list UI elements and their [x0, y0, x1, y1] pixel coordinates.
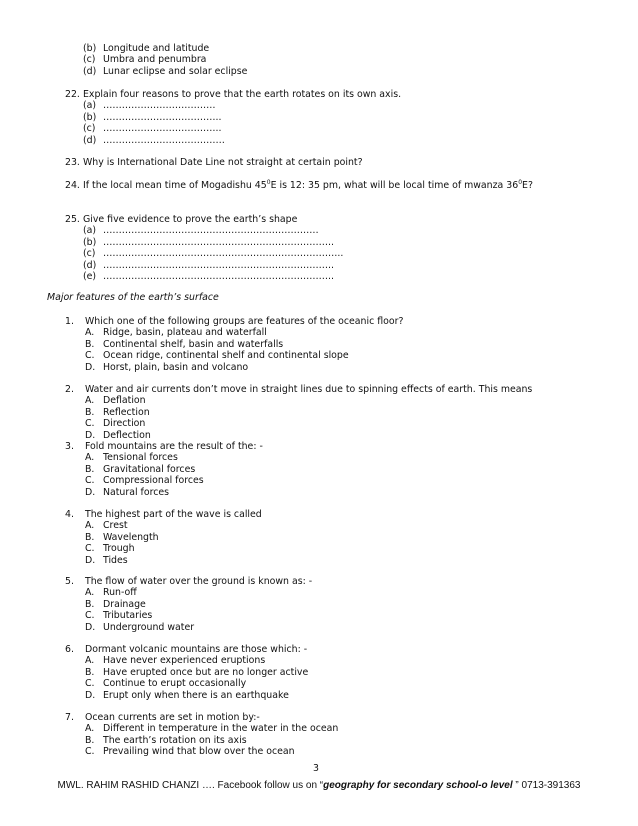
- question-number: 2.: [65, 384, 74, 395]
- option-text: Prevailing wind that blow over the ocean: [103, 746, 295, 758]
- answer-blank: …………………………………………………………………..: [103, 248, 344, 260]
- blank-label: (d): [83, 134, 97, 146]
- option-text: Deflation: [103, 395, 146, 407]
- option-label: B.: [85, 531, 95, 543]
- page-number: 3: [313, 763, 319, 774]
- blank-label: (b): [83, 111, 97, 123]
- option-text: Different in temperature in the water in the ocean: [103, 723, 339, 735]
- option-label: A.: [85, 587, 95, 599]
- answer-blank: …………………………………: [103, 134, 225, 146]
- footer-prefix: MWL. RAHIM RASHID CHANZI …. Facebook follow us on “: [57, 780, 324, 791]
- option-label: (c): [83, 54, 96, 66]
- degree-superscript: 0: [518, 179, 523, 186]
- option-text: The earth’s rotation on its axis: [103, 734, 247, 746]
- blank-label: (c): [83, 123, 96, 135]
- option-text: Tensional forces: [103, 452, 178, 464]
- question-text: Why is International Date Line not straight at certain point?: [83, 157, 363, 168]
- option-text: Trough: [103, 543, 135, 555]
- option-text: Have never experienced eruptions: [103, 655, 266, 667]
- question-text: Explain four reasons to prove that the earth rotates on its own axis.: [83, 89, 402, 100]
- answer-blank: ………………………………………………………………..: [103, 271, 334, 282]
- option-label: C.: [85, 418, 95, 430]
- option-text: Erupt only when there is an earthquake: [103, 689, 289, 701]
- question-text-part: E?: [522, 180, 533, 191]
- option-label: (d): [83, 65, 97, 77]
- question-number: 3.: [65, 441, 74, 452]
- question-number: 24.: [65, 180, 80, 191]
- degree-superscript: 0: [266, 179, 271, 186]
- question-number: 23.: [65, 157, 80, 168]
- option-label: C.: [85, 543, 95, 555]
- question-text: Give five evidence to prove the earth’s shape: [83, 214, 298, 225]
- option-label: D.: [85, 429, 96, 441]
- blank-label: (b): [83, 236, 97, 248]
- option-text: Umbra and penumbra: [103, 54, 207, 66]
- option-text: Drainage: [103, 598, 146, 610]
- question-number: 5.: [65, 576, 74, 587]
- option-text: Natural forces: [103, 486, 170, 498]
- option-text: Run-off: [103, 587, 137, 599]
- option-label: C.: [85, 475, 95, 487]
- option-label: C.: [85, 610, 95, 622]
- question-number: 25.: [65, 214, 80, 225]
- option-label: B.: [85, 734, 95, 746]
- question-text: Dormant volcanic mountains are those which: -: [85, 644, 308, 655]
- question-text-part: If the local mean time of Mogadishu 45: [83, 180, 267, 191]
- question-text: Fold mountains are the result of the: -: [85, 441, 263, 452]
- option-label: C.: [85, 350, 95, 362]
- question-number: 1.: [65, 316, 74, 327]
- question-number: 7.: [65, 712, 74, 723]
- footer-suffix: ” 0713-391363: [512, 780, 581, 791]
- option-text: Deflection: [103, 429, 151, 441]
- question-text-part: E is 12: 35 pm, what will be local time of mwanza 36: [270, 180, 519, 191]
- option-label: A.: [85, 723, 95, 735]
- option-text: Lunar eclipse and solar eclipse: [103, 65, 248, 77]
- option-label: B.: [85, 338, 95, 350]
- option-label: A.: [85, 452, 95, 464]
- option-label: B.: [85, 463, 95, 475]
- answer-blank: ………………………………..: [103, 123, 222, 135]
- option-label: D.: [85, 554, 96, 566]
- option-text: Underground water: [103, 621, 195, 633]
- option-text: Ridge, basin, plateau and waterfall: [103, 327, 267, 339]
- option-label: D.: [85, 689, 96, 701]
- option-label: A.: [85, 395, 95, 407]
- option-label: C.: [85, 746, 95, 758]
- blank-label: (e): [83, 271, 97, 282]
- blank-label: (a): [83, 225, 97, 237]
- page-footer: [0, 780, 638, 791]
- option-label: B.: [85, 666, 95, 678]
- option-label: B.: [85, 598, 95, 610]
- footer-emphasis: geography for secondary school-o level: [323, 780, 513, 791]
- option-label: D.: [85, 486, 96, 498]
- option-label: A.: [85, 327, 95, 339]
- blank-label: (d): [83, 259, 97, 271]
- option-label: A.: [85, 655, 95, 667]
- option-text: Wavelength: [103, 531, 159, 543]
- option-text: Reflection: [103, 406, 150, 418]
- option-text: Ocean ridge, continental shelf and continental slope: [103, 350, 349, 362]
- option-label: D.: [85, 361, 96, 373]
- answer-blank: ………………………………………………………………..: [103, 236, 334, 248]
- answer-blank: ………………………………………………………………..: [103, 259, 334, 271]
- option-text: Gravitational forces: [103, 463, 196, 475]
- question-number: 4.: [65, 509, 74, 520]
- answer-blank: ………………………………: [103, 100, 216, 112]
- option-text: Continue to erupt occasionally: [103, 678, 247, 690]
- option-label: B.: [85, 406, 95, 418]
- option-text: Have erupted once but are no longer active: [103, 666, 309, 678]
- option-text: Continental shelf, basin and waterfalls: [103, 338, 284, 350]
- option-text: Tributaries: [103, 610, 153, 622]
- option-text: Crest: [103, 520, 128, 532]
- option-text: Compressional forces: [103, 475, 204, 487]
- question-text: The flow of water over the ground is known as: -: [85, 576, 313, 587]
- option-label: A.: [85, 520, 95, 532]
- option-text: Tides: [103, 554, 128, 566]
- question-number: 22.: [65, 89, 80, 100]
- option-label: (b): [83, 43, 97, 54]
- question-text: Which one of the following groups are features of the oceanic floor?: [85, 316, 404, 327]
- option-label: D.: [85, 621, 96, 633]
- question-text: [83, 180, 533, 191]
- option-text: Direction: [103, 418, 146, 430]
- answer-blank: ………………………………..: [103, 111, 222, 123]
- section-heading: Major features of the earth’s surface: [47, 292, 219, 303]
- option-text: Horst, plain, basin and volcano: [103, 361, 249, 373]
- option-label: C.: [85, 678, 95, 690]
- blank-label: (c): [83, 248, 96, 260]
- option-text: Longitude and latitude: [103, 43, 210, 54]
- answer-blank: ……………………………………………………………: [103, 225, 319, 237]
- question-number: 6.: [65, 644, 74, 655]
- question-text: Ocean currents are set in motion by:-: [85, 712, 260, 723]
- blank-label: (a): [83, 100, 97, 112]
- question-text: The highest part of the wave is called: [85, 509, 262, 520]
- question-text: Water and air currents don’t move in straight lines due to spinning effects of earth. This means: [85, 384, 533, 395]
